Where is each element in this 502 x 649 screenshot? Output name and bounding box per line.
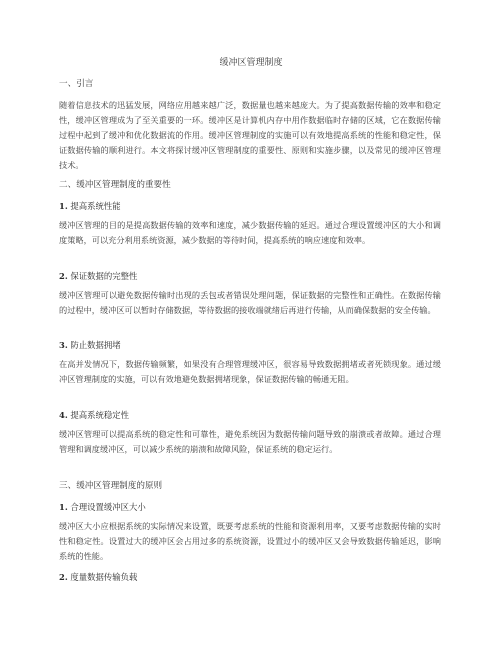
subheading-number: 2. <box>59 271 68 281</box>
item-paragraph: 缓冲区管理可以提高系统的稳定性和可靠性，避免系统因为数据传输问题导致的崩溃或者故障。通过合理管理和调度缓冲区，可以减少系统的崩溃和故障风险，保证系统的稳定运行。 <box>59 429 441 454</box>
subheading-text: 合理设置缓冲区大小 <box>70 502 146 512</box>
subheading-number: 1. <box>59 502 68 512</box>
subheading-item <box>59 408 441 423</box>
subheading-text: 提高系统稳定性 <box>70 410 130 420</box>
item-paragraph: 缓冲区管理可以避免数据传输时出现的丢包或者错误处理问题，保证数据的完整性和正确性。在数据传输的过程中，缓冲区可以暂时存储数据，等待数据的接收端就绪后再进行传输，从而确保数据的安全传输。 <box>59 290 441 315</box>
subheading-item <box>59 570 441 585</box>
section-paragraph-intro: 随着信息技术的迅猛发展，网络应用越来越广泛，数据量也越来越庞大。为了提高数据传输的效率和稳定性，缓冲区管理成为了至关重要的一环。缓冲区是计算机内存中用作数据临时存储的区域，它在数据传输过程中起到了缓冲和优化数据流的作用。缓冲区管理制度的实施可以有效地提高系统的性能和稳定性，保证数据传输的顺利进行。本文将探讨缓冲区管理制度的重要性、原则和实施步骤，以及常见的缓冲区管理技术。 <box>59 100 441 170</box>
subheading-number: 2. <box>59 572 68 582</box>
document-title: 缓冲区管理制度 <box>219 58 283 68</box>
section-heading-principles: 三、缓冲区管理制度的原则 <box>59 481 163 491</box>
subheading-item <box>59 199 441 214</box>
section-heading-intro: 一、引言 <box>59 79 94 89</box>
subheading-text: 保证数据的完整性 <box>70 271 138 281</box>
subheading-number: 1. <box>59 201 68 211</box>
subheading-item <box>59 338 441 353</box>
subheading-number: 4. <box>59 410 68 420</box>
item-paragraph: 缓冲区管理的目的是提高数据传输的效率和速度，减少数据传输的延迟。通过合理设置缓冲区的大小和调度策略，可以充分利用系统资源，减少数据的等待时间，提高系统的响应速度和效率。 <box>59 220 441 245</box>
subheading-text: 提高系统性能 <box>70 201 121 211</box>
item-paragraph: 缓冲区大小应根据系统的实际情况来设置，既要考虑系统的性能和资源利用率，又要考虑数据传输的实时性和稳定性。设置过大的缓冲区会占用过多的系统资源，设置过小的缓冲区又会导致数据传输延迟，影响系统的性能。 <box>59 521 441 561</box>
subheading-number: 3. <box>59 340 68 350</box>
subheading-item <box>59 269 441 284</box>
subheading-text: 防止数据拥堵 <box>70 340 121 350</box>
subheading-item <box>59 500 441 515</box>
item-paragraph: 在高并发情况下，数据传输频繁，如果没有合理管理缓冲区，很容易导致数据拥堵或者死锁现象。通过缓冲区管理制度的实施，可以有效地避免数据拥堵现象，保证数据传输的畅通无阻。 <box>59 359 441 384</box>
section-heading-importance: 二、缓冲区管理制度的重要性 <box>59 180 171 190</box>
subheading-text: 度量数据传输负载 <box>70 572 138 582</box>
